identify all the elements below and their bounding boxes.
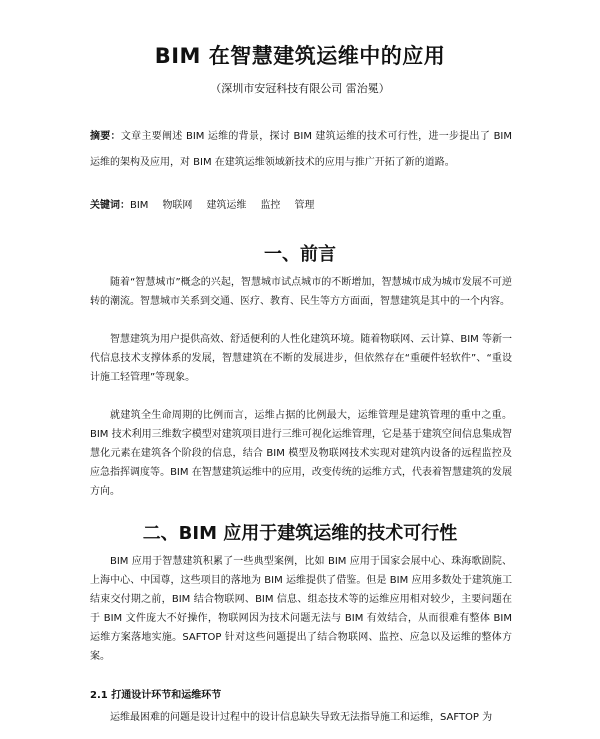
abstract-label: 摘要： xyxy=(90,131,121,142)
body-paragraph: 随着“智慧城市”概念的兴起，智慧城市试点城市的不断增加，智慧城市成为城市发展不可逆转的潮流。智慧城市关系到交通、医疗、教育、民生等方方面面，智慧建筑是其中的一个内容。 xyxy=(90,277,512,307)
abstract-text: 文章主要阐述 BIM 运维的背景，探讨 BIM 建筑运维的技术可行性，进一步提出了 BIM 运维的架构及应用，对 BIM 在建筑运维领域新技术的应用与推广开拓了新的道路。 xyxy=(90,131,513,168)
body-paragraph: BIM 应用于智慧建筑积累了一些典型案例，比如 BIM 应用于国家会展中心、珠海歌剧院、上海中心、中国尊，这些项目的落地为 BIM 运维提供了借鉴。但是 BIM 应用多数处于建筑施工结束交付期之前，BIM 结合物联网、BIM 信息、组态技术等的运维应用相对较少，主要问题在于 BIM 文件庞大不好操作，物联网因为技术问题无法与 BIM 有效结合，从而很难有整体 BIM 运维方案落地实施。SAFTOP 针对这些问题提出了结合物联网、监控、应急以及运维的整体方案。 xyxy=(90,556,512,662)
body-paragraph: 运维最困难的问题是设计过程中的设计信息缺失导致无法指导施工和运维，SAFTOP 为 xyxy=(110,712,493,723)
keyword: BIM xyxy=(130,200,149,211)
author-line: （深圳市安冠科技有限公司 雷治冕） xyxy=(210,82,390,95)
keyword: 物联网 xyxy=(162,200,193,211)
keyword: 监控 xyxy=(260,200,281,211)
keywords xyxy=(90,196,512,216)
body-paragraph: 智慧建筑为用户提供高效、舒适便利的人性化建筑环境。随着物联网、云计算、BIM 等新一代信息技术支撑体系的发展，智慧建筑在不断的发展进步，但依然存在“重硬件轻软件”、“重设计施工轻管理”等现象。 xyxy=(90,334,512,383)
keyword: 建筑运维 xyxy=(206,200,247,211)
keyword: 管理 xyxy=(294,200,315,211)
document-title: BIM 在智慧建筑运维中的应用 xyxy=(154,44,446,68)
keywords-label: 关键词： xyxy=(90,200,130,211)
abstract xyxy=(90,124,512,176)
subsection-heading: 2.1 打通设计环节和运维环节 xyxy=(90,690,222,701)
body-paragraph: 就建筑全生命周期的比例而言，运维占据的比例最大，运维管理是建筑管理的重中之重。BIM 技术利用三维数字模型对建筑项目进行三维可视化运维管理，它是基于建筑空间信息集成智慧化元素在建筑各个阶段的信息，结合 BIM 模型及物联网技术实现对建筑内设备的远程监控及应急指挥调度等。BIM 在智慧建筑运维中的应用，改变传统的运维方式，代表着智慧建筑的发展方向。 xyxy=(90,410,512,497)
section-heading-introduction: 一、前言 xyxy=(264,244,336,265)
section-heading-feasibility: 二、BIM 应用于建筑运维的技术可行性 xyxy=(142,523,458,544)
